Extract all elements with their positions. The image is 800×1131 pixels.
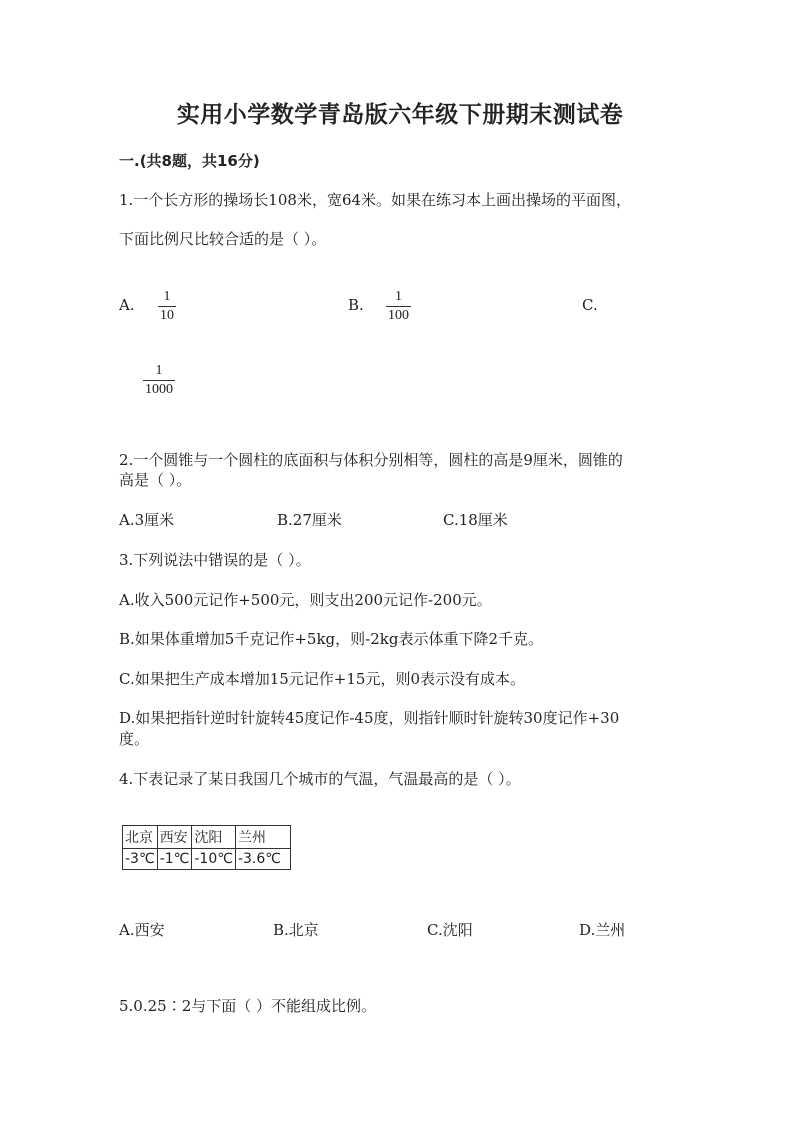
q3-option-d-line1: D.如果把指针逆时针旋转45度记作-45度，则指针顺时针旋转30度记作+30 — [119, 709, 620, 727]
section-heading: 一.(共8题，共16分) — [119, 152, 260, 170]
fraction-bar — [158, 306, 176, 307]
q3-option-a: A.收入500元记作+500元，则支出200元记作-200元。 — [119, 591, 492, 609]
q5-stem: 5.0.25∶2与下面（ ）不能组成比例。 — [119, 997, 377, 1015]
fraction-denominator: 1000 — [145, 382, 173, 397]
q1-option-b-fraction — [386, 289, 411, 324]
q2-option-b: B.27厘米 — [277, 511, 342, 529]
table-cell: -1℃ — [157, 849, 192, 870]
q1-option-c-fraction — [143, 363, 175, 398]
q4-stem: 4.下表记录了某日我国几个城市的气温，气温最高的是（ ）。 — [119, 770, 521, 788]
table-cell: -3.6℃ — [235, 849, 290, 870]
temperature-table — [122, 825, 291, 870]
table-cell: -10℃ — [192, 849, 236, 870]
fraction-bar — [386, 306, 411, 307]
q1-option-c-label: C. — [582, 296, 598, 314]
q2-stem-line2: 高是（ ）。 — [119, 471, 192, 489]
q1-option-a-fraction — [158, 289, 176, 324]
q3-option-d-line2: 度。 — [119, 730, 150, 748]
table-row-temps — [123, 849, 291, 870]
table-cell: 沈阳 — [192, 826, 236, 849]
q3-option-c: C.如果把生产成本增加15元记作+15元，则0表示没有成本。 — [119, 670, 525, 688]
table-cell: 西安 — [157, 826, 192, 849]
q4-option-b: B.北京 — [273, 921, 319, 939]
table-cell: 兰州 — [235, 826, 290, 849]
page-title: 实用小学数学青岛版六年级下册期末测试卷 — [176, 102, 624, 128]
table-cell: -3℃ — [123, 849, 158, 870]
q2-option-c: C.18厘米 — [443, 511, 508, 529]
q1-stem-line1: 1.一个长方形的操场长108米，宽64米。如果在练习本上画出操场的平面图， — [119, 191, 632, 209]
q4-option-d: D.兰州 — [579, 921, 626, 939]
q1-option-b-label: B. — [348, 296, 364, 314]
q3-option-b: B.如果体重增加5千克记作+5kg，则-2kg表示体重下降2千克。 — [119, 630, 543, 648]
fraction-denominator: 100 — [388, 308, 409, 323]
table-row-cities — [123, 826, 291, 849]
q2-option-a: A.3厘米 — [119, 511, 175, 529]
q2-stem-line1: 2.一个圆锥与一个圆柱的底面积与体积分别相等，圆柱的高是9厘米，圆锥的 — [119, 451, 623, 469]
fraction-denominator: 10 — [160, 308, 174, 323]
q1-stem-line2: 下面比例尺比较合适的是（ ）。 — [119, 230, 327, 248]
fraction-bar — [143, 380, 175, 381]
q4-option-c: C.沈阳 — [427, 921, 473, 939]
fraction-numerator: 1 — [163, 289, 171, 304]
fraction-numerator: 1 — [395, 289, 402, 304]
fraction-numerator: 1 — [155, 363, 163, 378]
table-cell: 北京 — [123, 826, 158, 849]
q1-option-a-label: A. — [119, 296, 135, 314]
q4-option-a: A.西安 — [119, 921, 165, 939]
q3-stem: 3.下列说法中错误的是（ ）。 — [119, 551, 311, 569]
